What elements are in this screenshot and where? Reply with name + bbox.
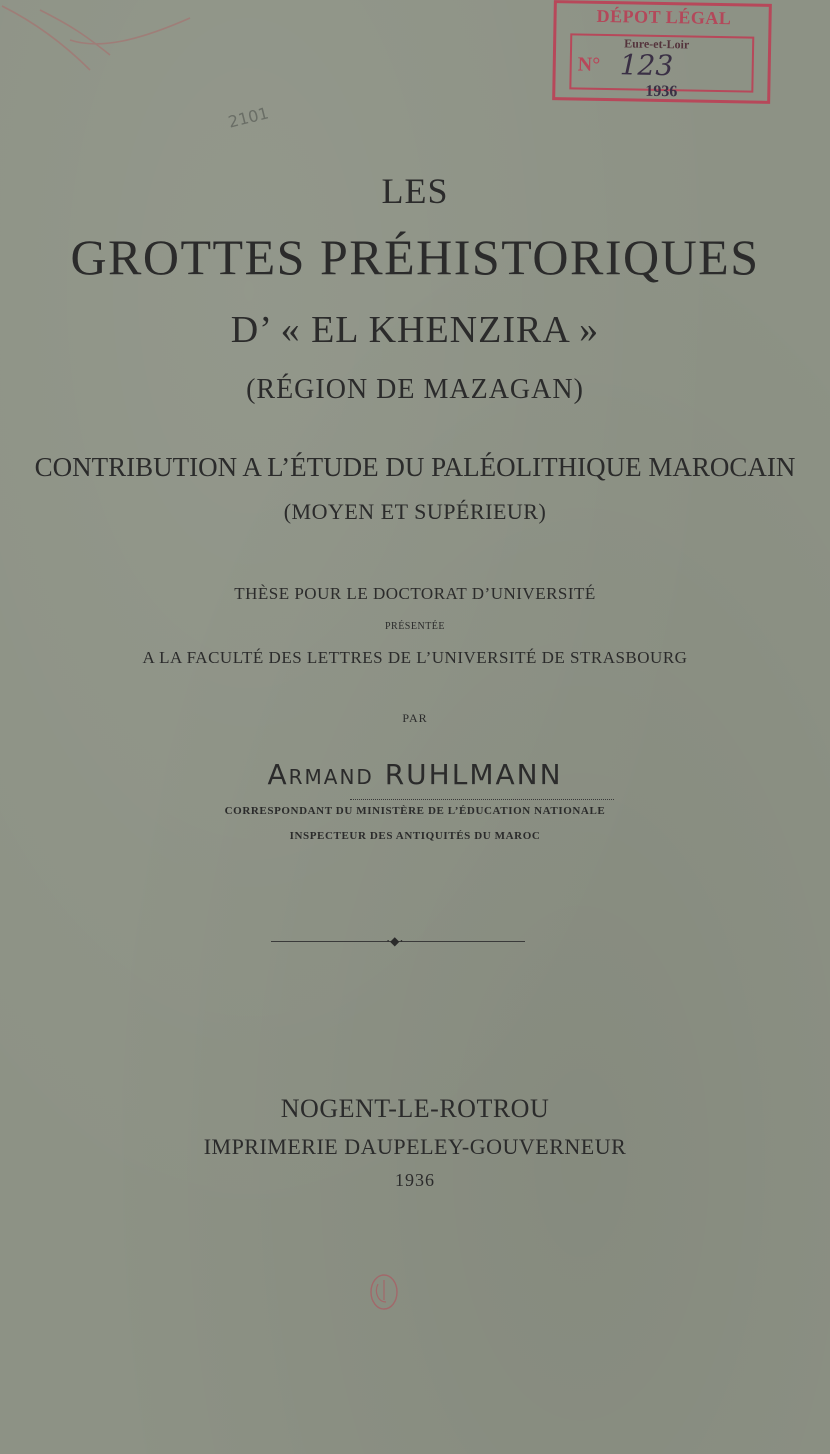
title-les: LES <box>381 171 449 211</box>
subtitle-period: (MOYEN ET SUPÉRIEUR) <box>283 499 547 524</box>
stamp-place: Eure-et-Loir <box>624 36 690 52</box>
stamp-number: 123 <box>619 48 674 83</box>
title-main: GROTTES PRÉHISTORIQUES <box>70 229 760 285</box>
subtitle-contribution: CONTRIBUTION A L’ÉTUDE DU PALÉOLITHIQUE MAROCAIN <box>34 452 796 482</box>
thesis-faculte: A LA FACULTÉ DES LETTRES DE L’UNIVERSITÉ DE STRASBOURG <box>142 648 688 667</box>
author-role-correspondant: CORRESPONDANT DU MINISTÈRE DE L’ÉDUCATION NATIONALE <box>224 805 606 817</box>
thesis-presentee: PRÉSENTÉE <box>384 621 446 632</box>
depot-legal-stamp <box>552 0 772 104</box>
thesis-doctorat: THÈSE POUR LE DOCTORAT D’UNIVERSITÉ <box>234 584 596 603</box>
author-underline <box>350 799 614 802</box>
title-place: D’ « EL KHENZIRA » <box>230 309 600 351</box>
stamp-year: 1936 <box>645 82 678 101</box>
stamp-no-label: N° <box>577 53 601 76</box>
ornament-center-icon: ⋅◆⋅ <box>386 934 404 948</box>
author-role-inspecteur: INSPECTEUR DES ANTIQUITÉS DU MAROC <box>289 830 541 842</box>
pencil-mark: 2101 <box>226 103 271 132</box>
author-last-name: RUHLMANN <box>384 758 563 791</box>
publisher-city: NOGENT-LE-ROTROU <box>280 1094 550 1123</box>
stamp-title: DÉPOT LÉGAL <box>596 5 732 29</box>
author-first-name: Armand <box>267 758 374 791</box>
scribble-mark <box>0 0 220 90</box>
title-region: (RÉGION DE MAZAGAN) <box>246 374 584 405</box>
printer-logo-icon <box>364 1270 404 1316</box>
publisher-printer: IMPRIMERIE DAUPELEY-GOUVERNEUR <box>203 1134 627 1159</box>
author-name <box>0 758 830 791</box>
publisher-year: 1936 <box>395 1170 435 1190</box>
author-par: PAR <box>402 711 428 725</box>
